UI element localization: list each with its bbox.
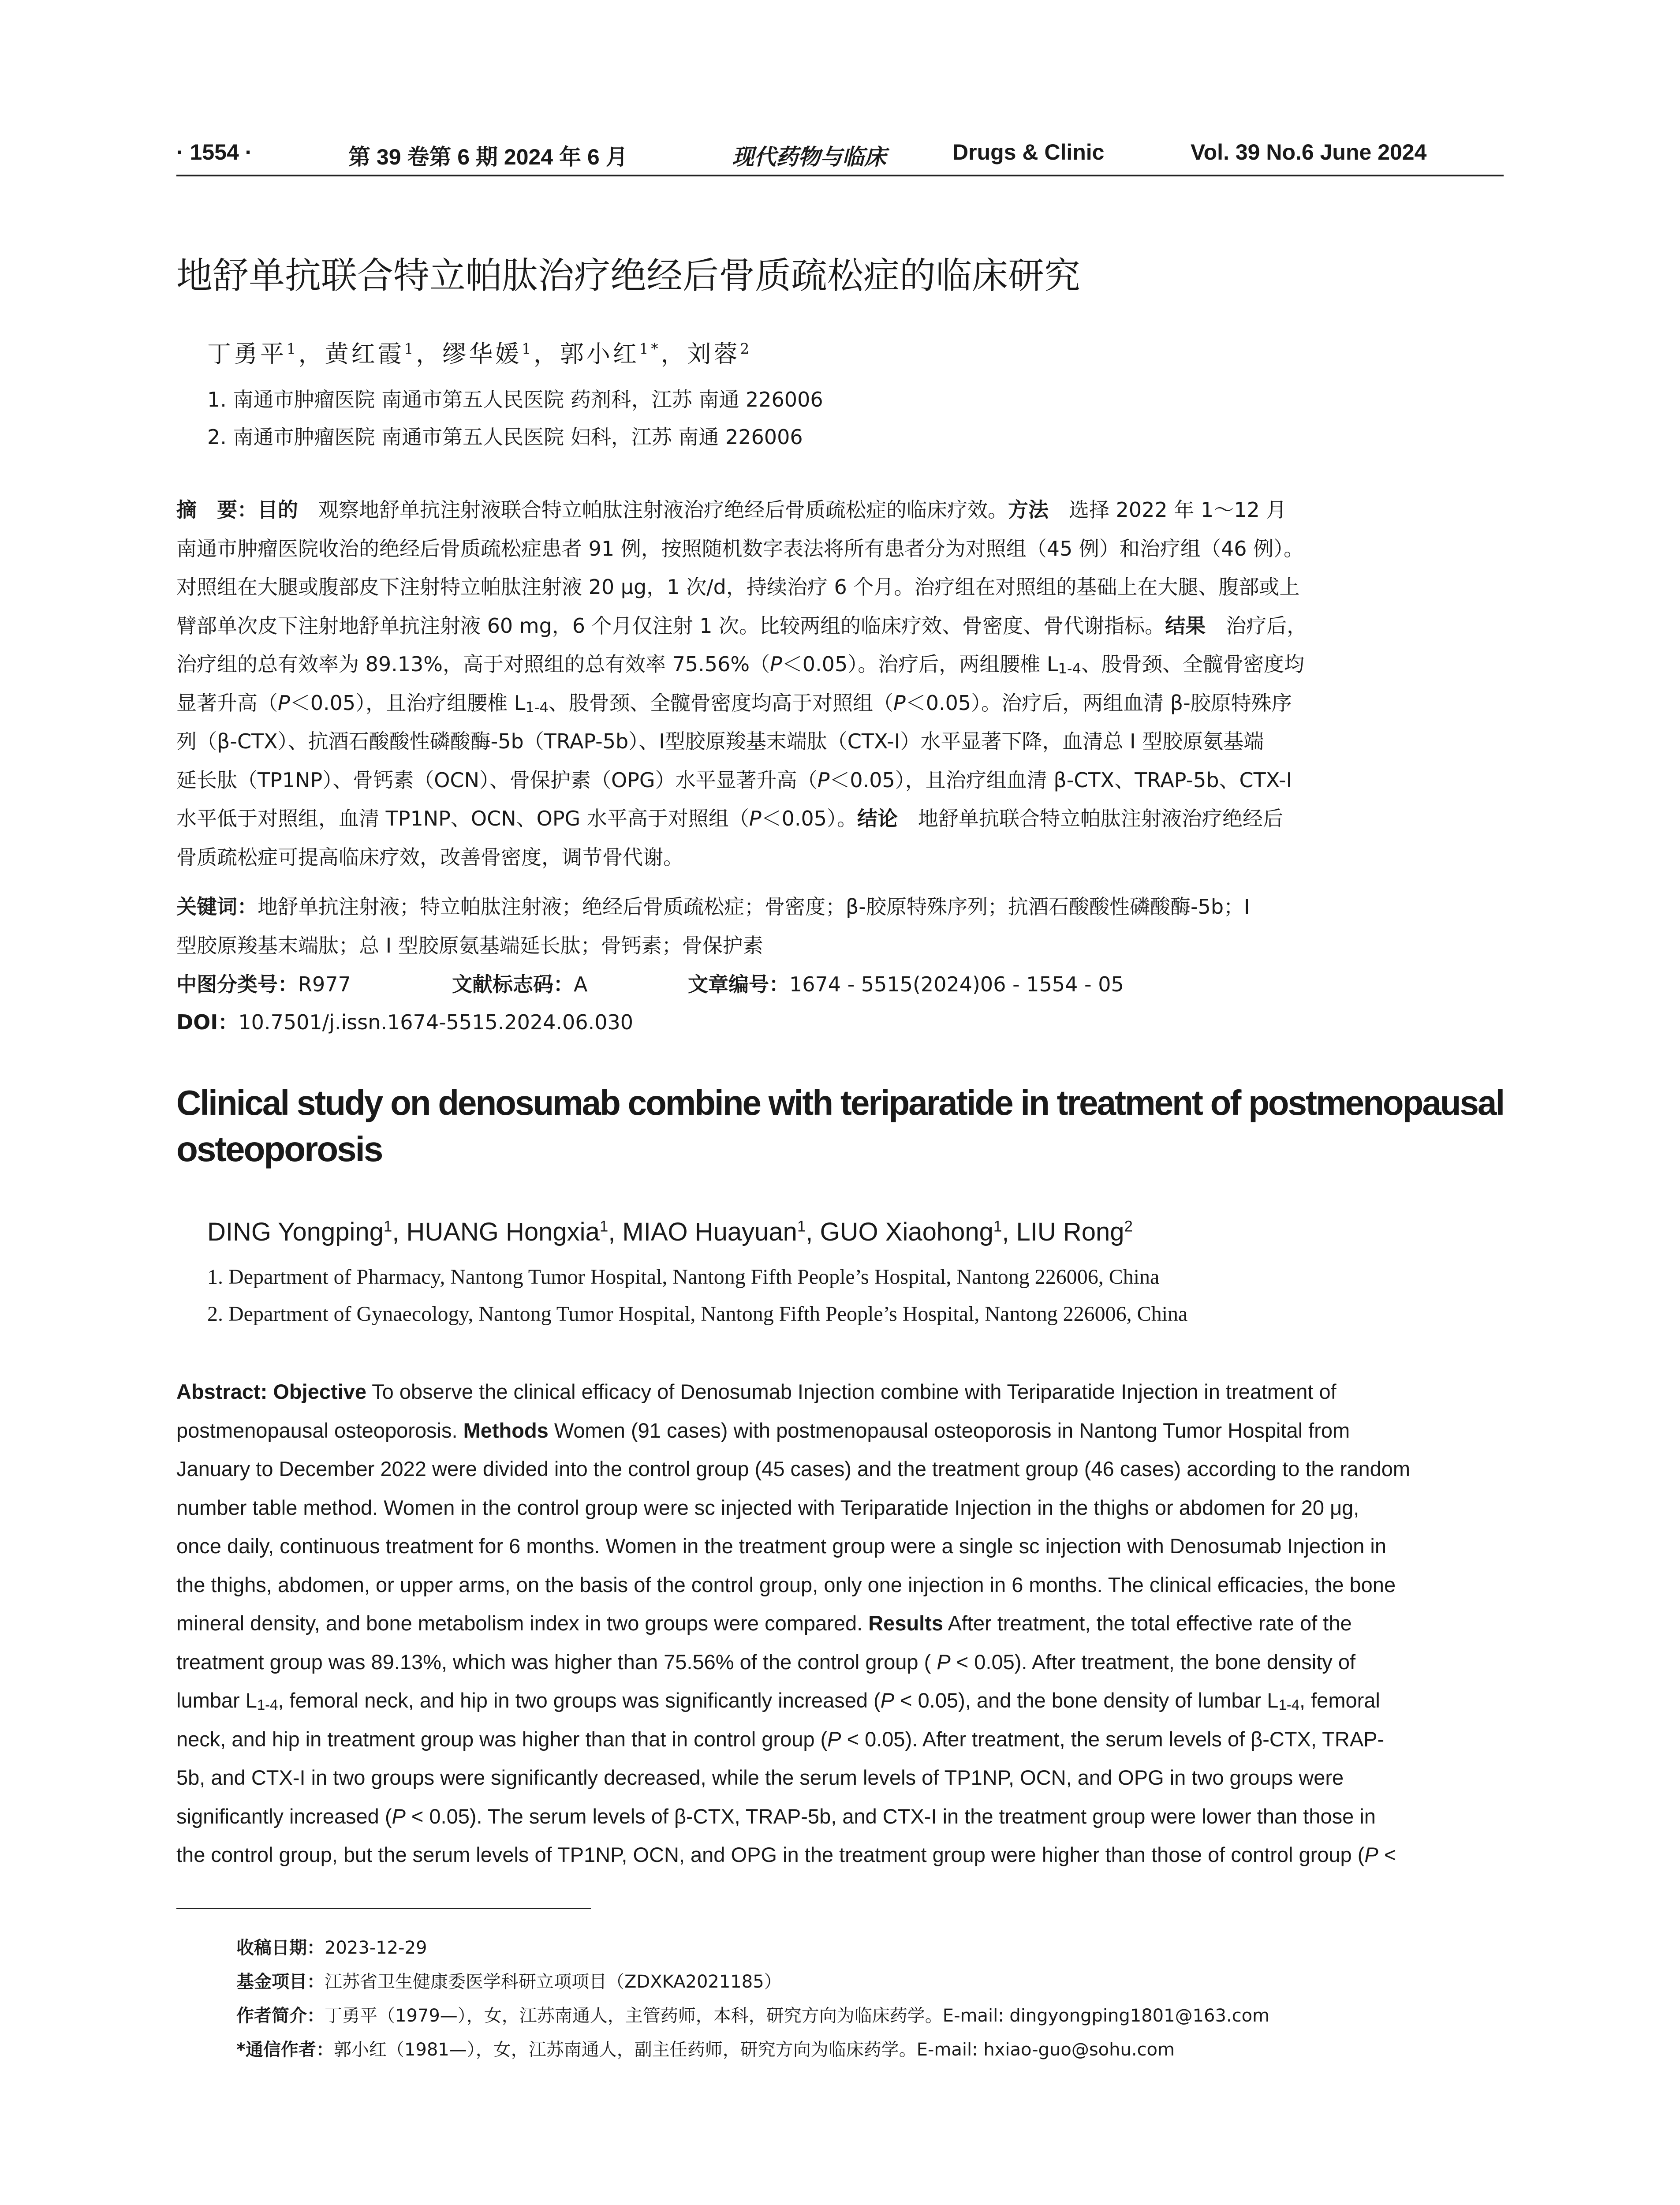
header-issue-cn: 第 39 卷第 6 期 2024 年 6 月 <box>348 145 628 169</box>
bold-label: 结果 <box>1165 613 1206 638</box>
text-run: < 0.05). The serum levels of β-CTX, TRAP-5b, and CTX-I in the treatment group were lower than those in <box>405 1804 1376 1828</box>
text-run: , femoral <box>1299 1689 1380 1712</box>
subscript: 1-4 <box>525 699 549 716</box>
abstract-en-line <box>176 1534 1386 1558</box>
abstract-en-line <box>176 1842 1396 1867</box>
bold-label: Methods <box>463 1418 549 1442</box>
text-run: lumbar L <box>176 1689 257 1712</box>
footnote-text: 江苏省卫生健康委医学科研立项项目（ZDXKA2021185） <box>325 1972 782 1992</box>
text-run: 5b, and CTX-I in two groups were significantly decreased, while the serum levels of TP1NP, OCN, and OPG in two groups were <box>176 1766 1344 1789</box>
text-run: 治疗后， <box>1206 613 1307 638</box>
italic-symbol: P <box>937 1650 951 1674</box>
text-run: 地舒单抗联合特立帕肽注射液治疗绝经后 <box>898 807 1283 830</box>
italic-symbol: P <box>392 1804 406 1828</box>
author-affiliation-mark: 1 <box>797 1218 806 1235</box>
author-name: 刘蓉 <box>687 340 740 368</box>
author-name: HUANG Hongxia <box>406 1218 600 1246</box>
keywords-line-1 <box>176 891 1250 920</box>
text-run: postmenopausal osteoporosis. <box>176 1418 463 1442</box>
bold-label: Abstract: Objective <box>176 1380 366 1403</box>
text-run: 延长肽（TP1NP）、骨钙素（OCN）、骨保护素（OPG）水平显著升高（ <box>176 768 818 792</box>
footnote-item <box>236 2036 1175 2061</box>
text-run: To observe the clinical efficacy of Denosumab Injection combine with Teriparatide Injection in treatment of <box>366 1380 1337 1403</box>
italic-symbol: P <box>749 807 762 830</box>
text-run: 显著升高（ <box>176 691 278 715</box>
author-separator: , <box>608 1218 623 1246</box>
text-run: 、股骨颈、全髋骨密度均 <box>1081 652 1305 676</box>
abstract-en-line <box>176 1765 1344 1790</box>
author-name: GUO Xiaohong <box>820 1218 993 1246</box>
italic-symbol: P <box>893 691 906 715</box>
text-run: 列（β-CTX）、抗酒石酸酸性磷酸酶-5b（TRAP-5b）、Ⅰ型胶原羧基末端肽（CTX-Ⅰ）水平显著下降，血清总 I 型胶原氨基端 <box>176 729 1264 753</box>
abstract-en-line <box>176 1611 1352 1635</box>
author-name: LIU Rong <box>1016 1218 1124 1246</box>
author-affiliation-mark: 1 <box>993 1218 1002 1235</box>
abstract-en-line <box>176 1495 1359 1520</box>
abstract-en-line <box>176 1727 1384 1751</box>
affiliation-cn-2: 2. 南通市肿瘤医院 南通市第五人民医院 妇科，江苏 南通 226006 <box>207 425 803 449</box>
text-run: January to December 2022 were divided into the control group (45 cases) and the treatment group (46 cases) according to the random <box>176 1457 1411 1480</box>
author-name: 黄红霞 <box>325 340 404 368</box>
text-run: < 0.05). After treatment, the serum levels of β-CTX, TRAP- <box>841 1727 1385 1751</box>
author-separator: ， <box>298 340 325 368</box>
abstract-en-line <box>176 1379 1337 1404</box>
bold-label: Results <box>868 1611 944 1635</box>
italic-symbol: P <box>827 1727 841 1751</box>
footnote-item <box>236 1968 782 1993</box>
header-journal-en: Drugs & Clinic <box>952 140 1105 164</box>
text-run: the control group, but the serum levels of TP1NP, OCN, and OPG in the treatment group were higher than those of control group ( <box>176 1843 1365 1866</box>
author-affiliation-mark: 1 <box>522 340 534 357</box>
author-affiliation-mark: 2 <box>740 340 752 357</box>
text-run: < 0.05). After treatment, the bone density of <box>950 1650 1356 1674</box>
italic-symbol: P <box>278 691 290 715</box>
text-run: Women (91 cases) with postmenopausal osteoporosis in Nantong Tumor Hospital from <box>548 1418 1350 1442</box>
author-affiliation-mark: 1 <box>599 1218 609 1235</box>
author-name: 郭小红 <box>560 340 639 368</box>
text-run: ＜0.05），且治疗组血清 β-CTX、TRAP-5b、CTX-Ⅰ <box>829 768 1292 792</box>
author-separator: ， <box>416 340 443 368</box>
abstract-cn-label: 摘 要： <box>176 498 258 522</box>
text-run: treatment group was 89.13%, which was higher than 75.56% of the control group ( <box>176 1650 937 1674</box>
affiliation-cn-1: 1. 南通市肿瘤医院 南通市第五人民医院 药剂科，江苏 南通 226006 <box>207 388 823 411</box>
title-en-line-2: osteoporosis <box>176 1129 382 1169</box>
author-name: MIAO Huayuan <box>622 1218 797 1246</box>
author-affiliation-mark: 1 <box>383 1218 392 1235</box>
author-name: 丁勇平 <box>207 340 287 368</box>
text-run: neck, and hip in treatment group was higher than that in control group ( <box>176 1727 828 1751</box>
author-separator: , <box>806 1218 820 1246</box>
abstract-en-line <box>176 1457 1410 1481</box>
text-run: mineral density, and bone metabolism index in two groups were compared. <box>176 1611 869 1635</box>
author-affiliation-mark: 1* <box>639 340 661 357</box>
text-run: 南通市肿瘤医院收治的绝经后骨质疏松症患者 91 例，按照随机数字表法将所有患者分为对照组（45 例）和治疗组（46 例）。 <box>176 536 1304 561</box>
bold-label: 方法 <box>1008 498 1049 522</box>
authors-en <box>207 1217 1133 1247</box>
footnote-text: 郭小红（1981—），女，江苏南通人，副主任药师，研究方向为临床药学。E-mail: hxiao-guo@sohu.com <box>333 2040 1175 2060</box>
author-name: 缪华媛 <box>442 340 522 368</box>
subscript: 1-4 <box>1058 660 1082 677</box>
author-affiliation-mark: 1 <box>287 340 299 357</box>
text-run: < <box>1378 1843 1396 1866</box>
header-issue-en: Vol. 39 No.6 June 2024 <box>1191 140 1427 164</box>
doc-code <box>452 968 587 998</box>
abstract-cn-line <box>176 494 1286 523</box>
bold-label: 结论 <box>857 807 898 830</box>
text-run: 观察地舒单抗注射液联合特立帕肽注射液治疗绝经后骨质疏松症的临床疗效。 <box>298 498 1008 522</box>
abstract-cn-line <box>176 764 1292 793</box>
author-separator: ， <box>661 340 687 368</box>
article-value: 1674 - 5515(2024)06 - 1554 - 05 <box>789 972 1124 996</box>
text-run: < 0.05), and the bone density of lumbar L <box>894 1689 1279 1712</box>
article-label: 文章编号： <box>688 972 789 996</box>
clc-value: R977 <box>298 972 351 996</box>
abstract-cn-line <box>176 725 1264 755</box>
text-run: ＜0.05）。治疗后，两组血清 β-胶原特殊序 <box>905 691 1292 715</box>
affiliation-en-2: 2. Department of Gynaecology, Nantong Tumor Hospital, Nantong Fifth People’s Hospital, Nantong 226006, China <box>207 1302 1188 1326</box>
abstract-cn-line <box>176 841 683 871</box>
abstract-cn-line <box>176 533 1304 562</box>
article-number <box>688 968 1124 998</box>
title-en-line-1: Clinical study on denosumab combine with teriparatide in treatment of postmenopausal <box>176 1083 1504 1122</box>
title-cn: 地舒单抗联合特立帕肽治疗绝经后骨质疏松症的临床研究 <box>176 255 1081 297</box>
abstract-cn-line <box>176 610 1307 639</box>
keywords-text-1: 地舒单抗注射液；特立帕肽注射液；绝经后骨质疏松症；骨密度；β-胶原特殊序列；抗酒石酸酸性磷酸酶-5b；Ⅰ <box>258 895 1250 919</box>
footnote-label: 作者简介： <box>236 2006 325 2026</box>
italic-symbol: P <box>770 652 782 676</box>
doi-link[interactable]: 10.7501/j.issn.1674-5515.2024.06.030 <box>238 1010 634 1034</box>
text-run: the thighs, abdomen, or upper arms, on the basis of the control group, only one injection in 6 months. The clinical efficacies, the bone <box>176 1573 1396 1596</box>
footnote-rule <box>176 1908 591 1909</box>
footnote-label: *通信作者： <box>236 2040 334 2060</box>
author-separator: , <box>1002 1218 1016 1246</box>
text-run: After treatment, the total effective rate of the <box>943 1611 1352 1635</box>
footnote-text: 丁勇平（1979—），女，江苏南通人，主管药师，本科，研究方向为临床药学。E-mail: dingyongping1801@163.com <box>325 2006 1270 2026</box>
text-run: once daily, continuous treatment for 6 months. Women in the treatment group were a single sc injection with Denosumab Injection in <box>176 1534 1386 1558</box>
text-run: ＜0.05）。 <box>761 807 857 830</box>
author-affiliation-mark: 1 <box>404 340 416 357</box>
text-run: ＜0.05），且治疗组腰椎 L <box>290 691 526 715</box>
abstract-en-line <box>176 1573 1396 1597</box>
doi-label: DOI： <box>176 1010 239 1034</box>
doc-label: 文献标志码： <box>452 972 574 996</box>
author-separator: , <box>392 1218 407 1246</box>
text-run: 骨质疏松症可提高临床疗效，改善骨密度，调节骨代谢。 <box>176 845 683 869</box>
keywords-line-2: 型胶原羧基末端肽；总 I 型胶原氨基端延长肽；骨钙素；骨保护素 <box>176 934 763 957</box>
authors-cn <box>207 335 752 369</box>
abstract-en-line <box>176 1650 1355 1674</box>
text-run: 对照组在大腿或腹部皮下注射特立帕肽注射液 20 μg，1 次/d，持续治疗 6 个月。治疗组在对照组的基础上在大腿、腹部或上 <box>176 575 1300 599</box>
abstract-cn-line <box>176 687 1292 716</box>
text-run: 臂部单次皮下注射地舒单抗注射液 60 mg，6 个月仅注射 1 次。比较两组的临床疗效、骨密度、骨代谢指标。 <box>176 613 1165 638</box>
header-journal-cn: 现代药物与临床 <box>732 144 886 170</box>
header-page-number: · 1554 · <box>176 140 253 164</box>
text-run: 、股骨颈、全髋骨密度均高于对照组（ <box>549 691 893 715</box>
footnote-item <box>236 2002 1269 2027</box>
subscript: 1-4 <box>1278 1696 1299 1713</box>
abstract-en-line <box>176 1688 1380 1713</box>
abstract-cn-line <box>176 803 1283 832</box>
author-name: DING Yongping <box>207 1218 384 1246</box>
doi-line <box>176 1006 633 1035</box>
text-run: ＜0.05）。治疗后，两组腰椎 L <box>782 652 1058 676</box>
footnote-label: 基金项目： <box>236 1972 325 1992</box>
italic-symbol: P <box>1364 1843 1378 1866</box>
author-separator: ， <box>533 340 560 368</box>
text-run: significantly increased ( <box>176 1804 392 1828</box>
affiliation-en-1: 1. Department of Pharmacy, Nantong Tumor Hospital, Nantong Fifth People’s Hospital, Nantong 226006, China <box>207 1265 1160 1289</box>
author-affiliation-mark: 2 <box>1124 1218 1133 1235</box>
abstract-cn-line <box>176 571 1299 600</box>
text-run: number table method. Women in the control group were sc injected with Teriparatide Injection in the thighs or abdomen for 20 μg, <box>176 1495 1359 1519</box>
clc-label: 中图分类号： <box>176 972 298 996</box>
text-run: 水平低于对照组，血清 TP1NP、OCN、OPG 水平高于对照组（ <box>176 807 749 830</box>
text-run: 治疗组的总有效率为 89.13%，高于对照组的总有效率 75.56%（ <box>176 652 770 676</box>
text-run: 选择 2022 年 1～12 月 <box>1049 498 1287 522</box>
abstract-cn-line <box>176 648 1304 677</box>
header-rule <box>176 175 1504 176</box>
footnote-item <box>236 1934 427 1959</box>
classification-line <box>176 968 351 998</box>
italic-symbol: P <box>880 1689 895 1712</box>
abstract-en-line <box>176 1418 1350 1443</box>
keywords-label: 关键词： <box>176 895 258 919</box>
footnote-text: 2023-12-29 <box>325 1938 427 1958</box>
abstract-en-line <box>176 1804 1376 1828</box>
bold-label: 目的 <box>258 498 298 522</box>
text-run: , femoral neck, and hip in two groups was significantly increased ( <box>278 1689 881 1712</box>
italic-symbol: P <box>817 768 830 792</box>
footnote-label: 收稿日期： <box>236 1938 325 1958</box>
doc-value: A <box>574 972 588 996</box>
subscript: 1-4 <box>257 1696 278 1713</box>
